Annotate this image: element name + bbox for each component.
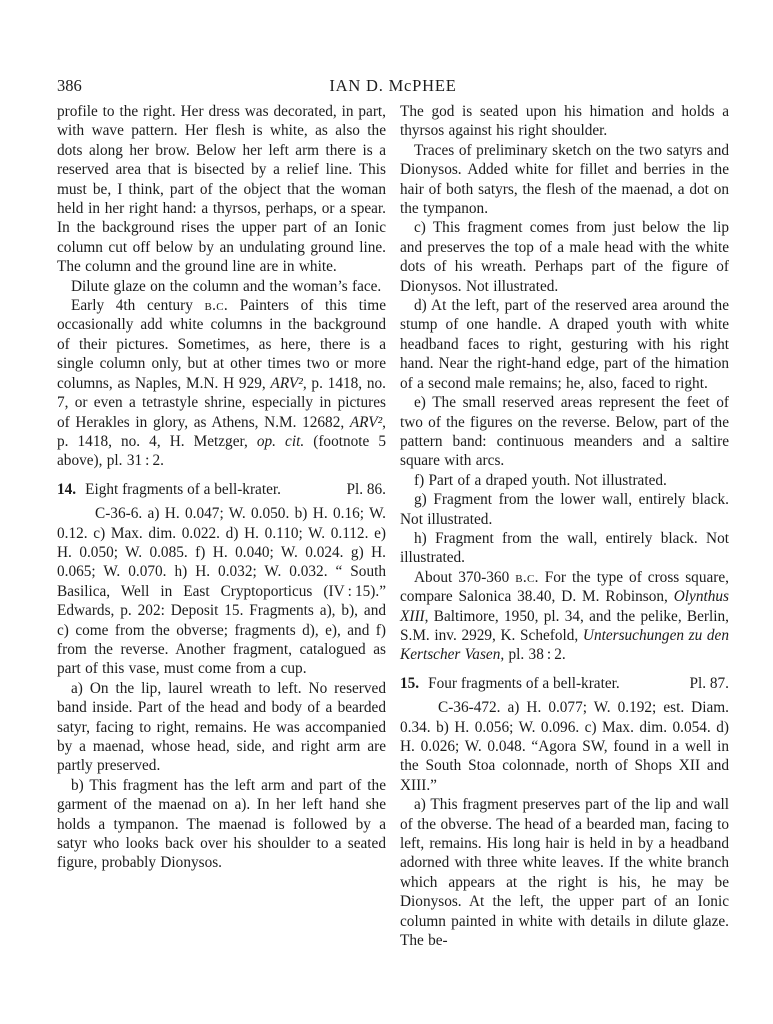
- text-run: C-36-472. a) H. 0.077; W. 0.192; est. Diam. 0.34. b) H. 0.056; W. 0.096. c) Max. dim. 0.054. d) H. 0.026; W. 0.048. “Agora SW, found in a well in the South Stoa colonnade, north of Shops XII and XIII.”: [400, 699, 729, 794]
- text-run: g) Fragment from the lower wall, entirely black. Not illustrated.: [400, 491, 729, 528]
- text-run: For the type of cross square, compare Salonica 38.40, D. M. Robinson,: [400, 568, 729, 606]
- paragraph: [400, 529, 729, 568]
- text-run-italic: ARV²: [349, 413, 383, 431]
- catalogue-entry-heading: [400, 674, 729, 693]
- text-run-italic: Olynthus XIII: [400, 588, 729, 625]
- text-run: The god is seated upon his himation and holds a thyrsos against his right shoulder.: [400, 103, 729, 140]
- text-run: (footnote 5 above), pl. 31 : 2.: [57, 432, 387, 470]
- text-columns: [57, 102, 729, 950]
- paragraph: [57, 504, 386, 679]
- paragraph: [57, 679, 386, 776]
- text-run: C-36-6. a) H. 0.047; W. 0.050. b) H. 0.16; W. 0.12. c) Max. dim. 0.022. d) H. 0.110; W. 0.112. e) H. 0.050; W. 0.085. f) H. 0.040; W. 0.024. g) H. 0.065; W. 0.070. h) H. 0.032; W. 0.032. “ South Basilica, Well in East Cryptoporticus (IV : 15).” Edwards, p. 202: Deposit 15. Fragments a), b), and c) come from the obverse; fragments d), e), and f) from the reverse. Another fragment, catalogued as part of this vase, must come from a cup.: [57, 505, 386, 678]
- catalogue-entry-heading: [57, 480, 386, 499]
- paragraph: [400, 568, 729, 665]
- text-run-italic: ARV²: [270, 374, 303, 392]
- text-run: f) Part of a draped youth. Not illustrated.: [414, 471, 667, 489]
- entry-number: 15.: [400, 674, 420, 692]
- paragraph: [57, 277, 386, 296]
- text-run: a) This fragment preserves part of the lip and wall of the obverse. The head of a bearded man, facing to left, remains. His long hair is held in by a headband adorned with three white leaves. If the white branch which appears at the right is his, he may be Dionysos. At the left, the upper part of an Ionic column painted in white with details in dilute glaze. The be-: [400, 796, 729, 950]
- paragraph: [400, 471, 729, 490]
- paragraph: [400, 393, 729, 471]
- plate-reference: Pl. 87.: [689, 674, 729, 692]
- page-header: [57, 76, 729, 98]
- text-run: profile to the right. Her dress was decorated, in part, with wave pattern. Her flesh is white, as also the dots along her brow. Below her left arm there is a reserved area that is bisected by a relief line. This must be, I think, part of the object that the woman held in her right hand: a thyrsos, perhaps, or a spear. In the background rises the upper part of an Ionic column cut off below by an undulating ground line. The column and the ground line are in white.: [57, 103, 386, 276]
- text-run-italic: Untersuchungen zu den Kertscher Vasen,: [400, 626, 729, 664]
- text-run-smallcaps: b.c.: [204, 297, 229, 315]
- text-run: Painters of this time occasionally add white columns in the background of their pictures. Sometimes, as here, there is a single column only, but at other times two or more columns, as Naples, M.N. H 929,: [57, 297, 386, 392]
- paragraph: [400, 698, 729, 795]
- paragraph: [400, 218, 729, 296]
- paragraph: [400, 795, 729, 950]
- text-run: , p. 1418, no. 4, H. Metzger,: [57, 413, 386, 450]
- text-run: h) Fragment from the wall, entirely black. Not illustrated.: [400, 529, 729, 567]
- paragraph: [400, 296, 729, 393]
- paragraph: [57, 296, 386, 471]
- entry-title: Four fragments of a bell-krater.: [428, 674, 620, 692]
- text-run: d) At the left, part of the reserved area around the stump of one handle. A draped youth with white headband faces to right, gesturing with his right hand. Near the right-hand edge, part of the himation of a second male remains; he, also, faced to right.: [400, 297, 729, 392]
- running-head: IAN D. McPHEE: [329, 76, 457, 95]
- entry-title: Eight fragments of a bell-krater.: [85, 480, 281, 498]
- text-run: a) On the lip, laurel wreath to left. No reserved band inside. Part of the head and body of a bearded satyr, facing to right, remains. He was accompanied by a maenad, whose head, side, and right arm are partly preserved.: [57, 679, 386, 775]
- entry-heading-left: [57, 480, 281, 499]
- text-run: , p. 1418, no. 7, or even a tetrastyle shrine, especially in pictures of Herakles in glory, as Athens, N.M. 12682,: [57, 374, 386, 431]
- paragraph: [400, 141, 729, 219]
- text-run: e) The small reserved areas represent the feet of two of the figures on the reverse. Below, part of the pattern band: continuous meanders and a saltire square with arcs.: [400, 394, 729, 470]
- paragraph: [57, 102, 386, 277]
- paragraph: [400, 102, 729, 141]
- column-right: [400, 102, 729, 950]
- entry-number: 14.: [57, 480, 77, 498]
- plate-reference: Pl. 86.: [346, 480, 386, 498]
- text-run-smallcaps: b.c.: [515, 568, 539, 586]
- text-run: Traces of preliminary sketch on the two satyrs and Dionysos. Added white for fillet and berries in the hair of both satyrs, the flesh of the maenad, a dot on the tympanon.: [400, 141, 729, 218]
- text-run: About 370-360: [414, 568, 516, 586]
- text-run: Dilute glaze on the column and the woman’s face.: [71, 277, 382, 295]
- page-number: 386: [57, 76, 82, 95]
- text-run: , Baltimore, 1950, pl. 34, and the pelike, Berlin, S.M. inv. 2929, K. Schefold,: [400, 607, 729, 644]
- text-run: pl. 38 : 2.: [504, 646, 566, 664]
- text-run: b) This fragment has the left arm and part of the garment of the maenad on a). In her left hand she holds a tympanon. The maenad is followed by a satyr who looks back over his shoulder to a seated figure, probably Dionysos.: [57, 776, 386, 872]
- entry-heading-left: [400, 674, 620, 693]
- text-run: Early 4th century: [71, 297, 205, 315]
- text-run-italic: op. cit.: [256, 432, 305, 450]
- paragraph: [57, 776, 386, 873]
- paragraph: [400, 490, 729, 529]
- text-run: c) This fragment comes from just below the lip and preserves the top of a male head with the white dots of his wreath. Perhaps part of the figure of Dionysos. Not illustrated.: [400, 219, 729, 295]
- column-left: [57, 102, 386, 950]
